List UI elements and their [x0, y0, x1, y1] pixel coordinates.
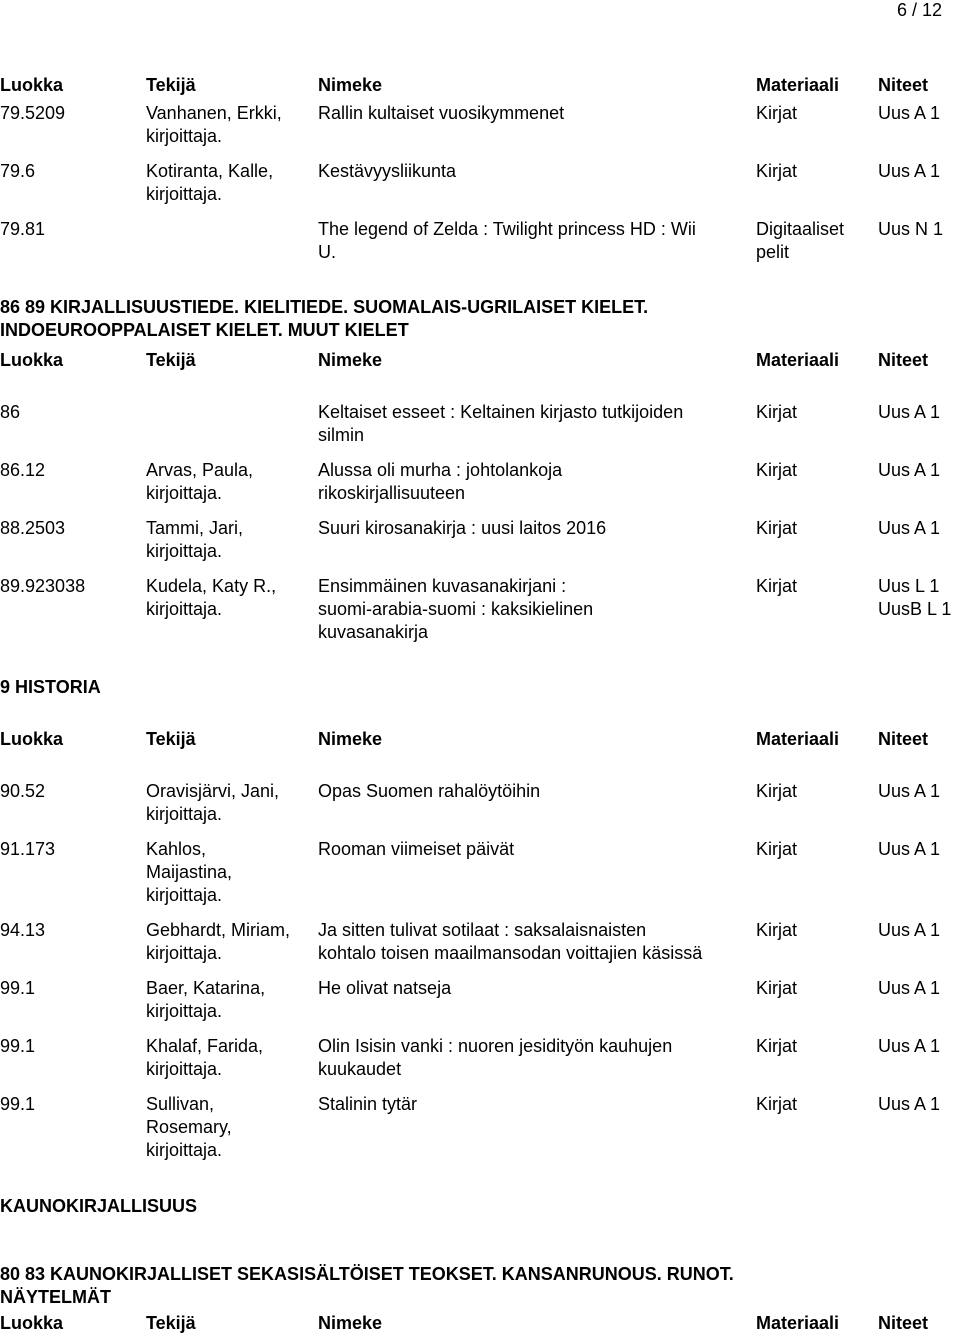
section-heading: 80 83 KAUNOKIRJALLISET SEKASISÄLTÖISET TEOKSET. KANSANRUNOUS. RUNOT.: [0, 1264, 734, 1284]
row-cell-niteet: Uus A 1: [878, 460, 941, 480]
column-header-luokka: Luokka: [0, 729, 64, 749]
row-cell-luokka: 94.13: [0, 920, 46, 940]
page-number: 6 / 12: [896, 0, 942, 20]
row-cell-niteet: Uus L 1: [878, 576, 940, 596]
row-cell-materiaali: Kirjat: [756, 839, 798, 859]
column-header-tekija: Tekijä: [146, 1313, 196, 1333]
row-cell-materiaali: Kirjat: [756, 161, 798, 181]
column-header-niteet: Niteet: [878, 350, 929, 370]
row-cell-tekija: Arvas, Paula,: [146, 460, 254, 480]
column-header-nimeke: Nimeke: [318, 350, 383, 370]
row-cell-materiaali: Kirjat: [756, 1094, 798, 1114]
row-cell-nimeke: kohtalo toisen maailmansodan voittajien käsissä: [318, 943, 703, 963]
row-cell-tekija: kirjoittaja.: [146, 126, 223, 146]
row-cell-nimeke: Keltaiset esseet : Keltainen kirjasto tutkijoiden: [318, 402, 684, 422]
row-cell-nimeke: rikoskirjallisuuteen: [318, 483, 466, 503]
row-cell-nimeke: kuukaudet: [318, 1059, 402, 1079]
row-cell-tekija: Oravisjärvi, Jani,: [146, 781, 280, 801]
row-cell-niteet: Uus A 1: [878, 103, 941, 123]
row-cell-materiaali: Kirjat: [756, 1036, 798, 1056]
column-header-tekija: Tekijä: [146, 75, 196, 95]
row-cell-niteet: Uus A 1: [878, 978, 941, 998]
row-cell-nimeke: Kestävyysliikunta: [318, 161, 457, 181]
row-cell-luokka: 86.12: [0, 460, 46, 480]
column-header-niteet: Niteet: [878, 729, 929, 749]
column-header-luokka: Luokka: [0, 350, 64, 370]
row-cell-materiaali: Kirjat: [756, 518, 798, 538]
row-cell-nimeke: Ja sitten tulivat sotilaat : saksalaisnaisten: [318, 920, 647, 940]
row-cell-luokka: 79.81: [0, 219, 46, 239]
row-cell-nimeke: U.: [318, 242, 336, 262]
column-header-nimeke: Nimeke: [318, 729, 383, 749]
column-header-materiaali: Materiaali: [756, 729, 840, 749]
row-cell-materiaali: Kirjat: [756, 920, 798, 940]
row-cell-luokka: 99.1: [0, 978, 36, 998]
row-cell-nimeke: The legend of Zelda : Twilight princess HD : Wii: [318, 219, 696, 239]
row-cell-materiaali: Kirjat: [756, 781, 798, 801]
row-cell-tekija: Kudela, Katy R.,: [146, 576, 277, 596]
row-cell-tekija: Kahlos,: [146, 839, 207, 859]
row-cell-materiaali: Kirjat: [756, 402, 798, 422]
row-cell-tekija: Tammi, Jari,: [146, 518, 244, 538]
column-header-materiaali: Materiaali: [756, 350, 840, 370]
row-cell-nimeke: Ensimmäinen kuvasanakirjani :: [318, 576, 567, 596]
row-cell-tekija: kirjoittaja.: [146, 184, 223, 204]
column-header-nimeke: Nimeke: [318, 1313, 383, 1333]
section-heading: INDOEUROOPPALAISET KIELET. MUUT KIELET: [0, 320, 409, 340]
column-header-nimeke: Nimeke: [318, 75, 383, 95]
row-cell-niteet: Uus A 1: [878, 839, 941, 859]
row-cell-tekija: kirjoittaja.: [146, 1140, 223, 1160]
row-cell-niteet: UusB L 1: [878, 599, 952, 619]
row-cell-nimeke: Opas Suomen rahalöytöihin: [318, 781, 541, 801]
row-cell-materiaali: Kirjat: [756, 103, 798, 123]
row-cell-niteet: Uus N 1: [878, 219, 944, 239]
row-cell-luokka: 79.6: [0, 161, 36, 181]
row-cell-tekija: kirjoittaja.: [146, 1059, 223, 1079]
row-cell-materiaali: Kirjat: [756, 978, 798, 998]
row-cell-nimeke: kuvasanakirja: [318, 622, 429, 642]
row-cell-tekija: kirjoittaja.: [146, 599, 223, 619]
row-cell-materiaali: pelit: [756, 242, 790, 262]
row-cell-nimeke: silmin: [318, 425, 365, 445]
row-cell-nimeke: Suuri kirosanakirja : uusi laitos 2016: [318, 518, 607, 538]
row-cell-luokka: 90.52: [0, 781, 46, 801]
row-cell-luokka: 99.1: [0, 1036, 36, 1056]
row-cell-tekija: kirjoittaja.: [146, 541, 223, 561]
row-cell-nimeke: He olivat natseja: [318, 978, 452, 998]
row-cell-nimeke: Olin Isisin vanki : nuoren jesidityön kauhujen: [318, 1036, 673, 1056]
row-cell-tekija: kirjoittaja.: [146, 1001, 223, 1021]
row-cell-luokka: 89.923038: [0, 576, 86, 596]
column-header-tekija: Tekijä: [146, 729, 196, 749]
row-cell-luokka: 91.173: [0, 839, 56, 859]
section-heading: 86 89 KIRJALLISUUSTIEDE. KIELITIEDE. SUOMALAIS-UGRILAISET KIELET.: [0, 297, 649, 317]
row-cell-tekija: Baer, Katarina,: [146, 978, 266, 998]
row-cell-materiaali: Digitaaliset: [756, 219, 845, 239]
column-header-materiaali: Materiaali: [756, 75, 840, 95]
column-header-luokka: Luokka: [0, 1313, 64, 1333]
column-header-tekija: Tekijä: [146, 350, 196, 370]
row-cell-luokka: 79.5209: [0, 103, 66, 123]
row-cell-tekija: Kotiranta, Kalle,: [146, 161, 274, 181]
row-cell-materiaali: Kirjat: [756, 576, 798, 596]
row-cell-tekija: Vanhanen, Erkki,: [146, 103, 282, 123]
row-cell-tekija: kirjoittaja.: [146, 483, 223, 503]
row-cell-tekija: Rosemary,: [146, 1117, 232, 1137]
row-cell-tekija: kirjoittaja.: [146, 804, 223, 824]
column-header-niteet: Niteet: [878, 1313, 929, 1333]
row-cell-tekija: Gebhardt, Miriam,: [146, 920, 291, 940]
row-cell-nimeke: Rooman viimeiset päivät: [318, 839, 515, 859]
section-heading: 9 HISTORIA: [0, 677, 101, 697]
column-header-luokka: Luokka: [0, 75, 64, 95]
row-cell-materiaali: Kirjat: [756, 460, 798, 480]
row-cell-luokka: 86: [0, 402, 21, 422]
row-cell-nimeke: Stalinin tytär: [318, 1094, 418, 1114]
row-cell-niteet: Uus A 1: [878, 920, 941, 940]
row-cell-niteet: Uus A 1: [878, 1094, 941, 1114]
row-cell-nimeke: suomi-arabia-suomi : kaksikielinen: [318, 599, 594, 619]
row-cell-niteet: Uus A 1: [878, 161, 941, 181]
row-cell-tekija: kirjoittaja.: [146, 885, 223, 905]
section-heading: NÄYTELMÄT: [0, 1287, 111, 1307]
row-cell-tekija: Maijastina,: [146, 862, 233, 882]
row-cell-nimeke: Alussa oli murha : johtolankoja: [318, 460, 563, 480]
row-cell-nimeke: Rallin kultaiset vuosikymmenet: [318, 103, 565, 123]
row-cell-tekija: Khalaf, Farida,: [146, 1036, 264, 1056]
row-cell-luokka: 88.2503: [0, 518, 66, 538]
section-heading: KAUNOKIRJALLISUUS: [0, 1196, 198, 1216]
row-cell-tekija: Sullivan,: [146, 1094, 215, 1114]
row-cell-niteet: Uus A 1: [878, 518, 941, 538]
row-cell-niteet: Uus A 1: [878, 781, 941, 801]
column-header-niteet: Niteet: [878, 75, 929, 95]
row-cell-luokka: 99.1: [0, 1094, 36, 1114]
row-cell-tekija: kirjoittaja.: [146, 943, 223, 963]
row-cell-niteet: Uus A 1: [878, 1036, 941, 1056]
row-cell-niteet: Uus A 1: [878, 402, 941, 422]
column-header-materiaali: Materiaali: [756, 1313, 840, 1333]
